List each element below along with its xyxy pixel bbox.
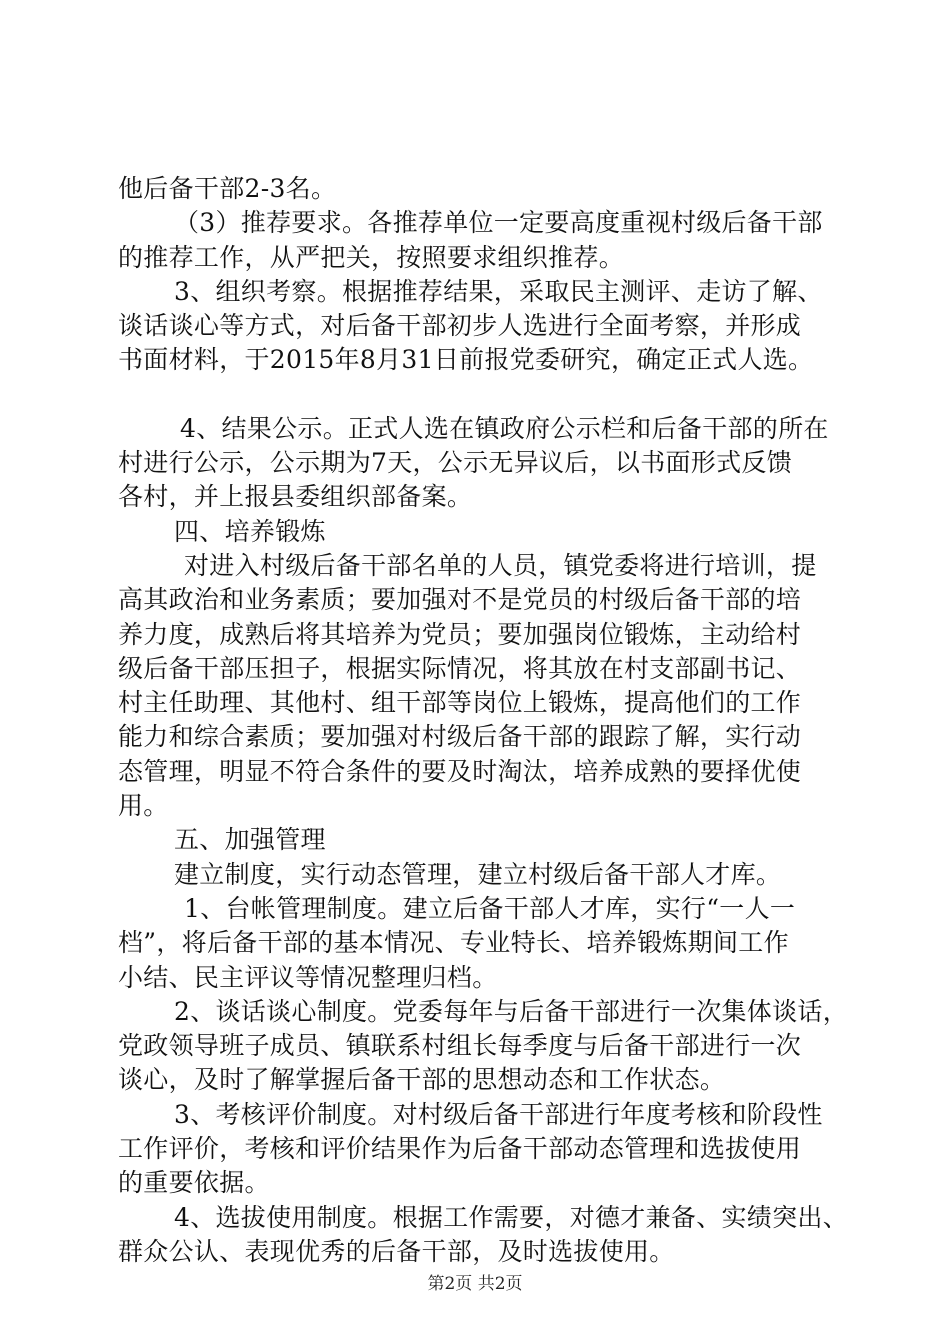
text-line: 对进入村级后备干部名单的人员，镇党委将进行培训，提 bbox=[184, 550, 817, 580]
paragraph-gap bbox=[118, 378, 858, 412]
text-line: 工作评价，考核和评价结果作为后备干部动态管理和选拔使用 bbox=[118, 1134, 802, 1164]
text-line: 村进行公示，公示期为7天，公示无异议后，以书面形式反馈 bbox=[118, 448, 793, 478]
text-line: 4、选拔使用制度。根据工作需要，对德才兼备、实绩突出、 bbox=[174, 1202, 849, 1232]
text-line: 村主任助理、其他村、组干部等岗位上锻炼，提高他们的工作 bbox=[118, 688, 802, 718]
text-line: 用。 bbox=[118, 791, 169, 821]
text-line: 能力和综合素质；要加强对村级后备干部的跟踪了解，实行动 bbox=[118, 722, 802, 752]
text-line: 群众公认、表现优秀的后备干部，及时选拔使用。 bbox=[118, 1236, 675, 1266]
text-line: 养力度，成熟后将其培养为党员；要加强岗位锻炼，主动给村 bbox=[118, 619, 802, 649]
text-line: 的推荐工作，从严把关，按照要求组织推荐。 bbox=[118, 242, 625, 272]
text-line: （3）推荐要求。各推荐单位一定要高度重视村级后备干部 bbox=[174, 208, 823, 238]
text-line: 1、台帐管理制度。建立后备干部人才库，实行“一人一 bbox=[184, 893, 796, 923]
text-line: 他后备干部2-3名。 bbox=[118, 174, 337, 203]
text-line: 3、考核评价制度。对村级后备干部进行年度考核和阶段性 bbox=[174, 1099, 823, 1129]
section-heading: 四、培养锻炼 bbox=[174, 516, 326, 546]
text-line: 级后备干部压担子，根据实际情况，将其放在村支部副书记、 bbox=[118, 653, 802, 683]
document-body bbox=[118, 172, 858, 1269]
text-line: 谈心，及时了解掌握后备干部的思想动态和工作状态。 bbox=[118, 1065, 726, 1095]
text-line: 3、组织考察。根据推荐结果，采取民主测评、走访了解、 bbox=[174, 276, 823, 306]
section-heading: 五、加强管理 bbox=[174, 825, 326, 855]
text-line: 2、谈话谈心制度。党委每年与后备干部进行一次集体谈话， bbox=[174, 996, 849, 1026]
text-line: 各村，并上报县委组织部备案。 bbox=[118, 482, 473, 512]
text-line: 档”，将后备干部的基本情况、专业特长、培养锻炼期间工作 bbox=[118, 928, 789, 958]
text-line: 谈话谈心等方式，对后备干部初步人选进行全面考察，并形成 bbox=[118, 311, 802, 341]
text-line: 4、结果公示。正式人选在镇政府公示栏和后备干部的所在 bbox=[180, 413, 829, 443]
text-line: 的重要依据。 bbox=[118, 1168, 270, 1198]
text-line: 小结、民主评议等情况整理归档。 bbox=[118, 962, 498, 992]
page-number-footer: 第2页 共2页 bbox=[427, 1274, 523, 1294]
text-line: 书面材料，于2015年8月31日前报党委研究，确定正式人选。 bbox=[118, 345, 814, 375]
text-line: 态管理，明显不符合条件的要及时淘汰，培养成熟的要择优使 bbox=[118, 756, 802, 786]
text-line: 高其政治和业务素质；要加强对不是党员的村级后备干部的培 bbox=[118, 585, 802, 615]
text-line: 建立制度，实行动态管理，建立村级后备干部人才库。 bbox=[174, 859, 782, 889]
text-line: 党政领导班子成员、镇联系村组长每季度与后备干部进行一次 bbox=[118, 1031, 802, 1061]
